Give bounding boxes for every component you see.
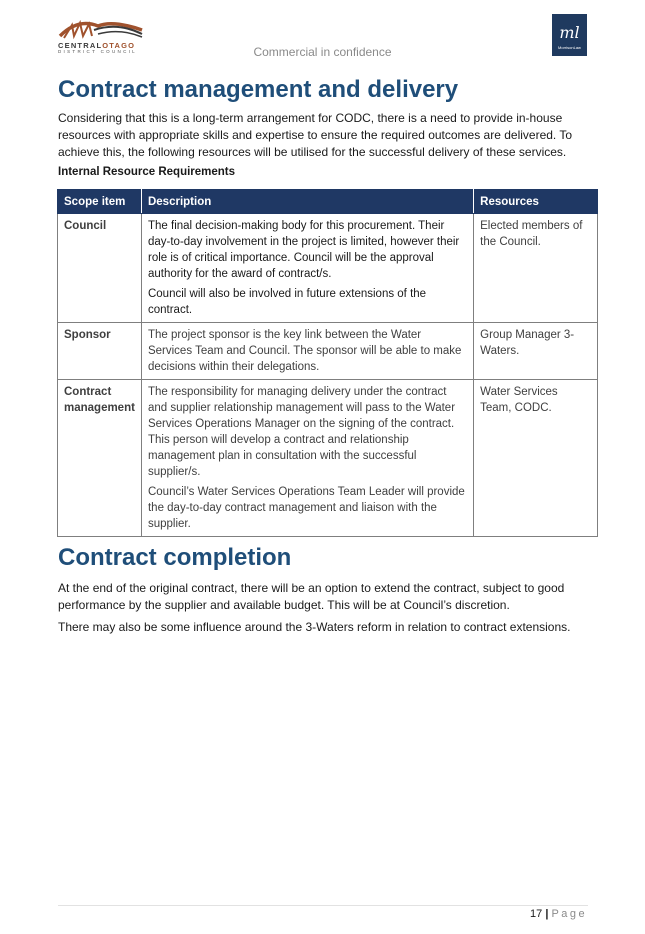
resources-cell: Group Manager 3-Waters. [474, 323, 598, 380]
description-paragraph: Council’s Water Services Operations Team Leader will provide the day-to-day contract management and liaison with the supplier. [147, 486, 465, 530]
logo-brand: MorrisonLaw [558, 45, 581, 50]
resources-cell: Water Services Team, CODC. [474, 380, 598, 537]
table-row [58, 380, 598, 537]
page-number: 17 [530, 908, 543, 920]
reform-paragraph: There may also be some influence around the 3-Waters reform in relation to contract extensions. [58, 620, 571, 634]
section-heading-contract-management: Contract management and delivery [58, 76, 459, 103]
table-title: Internal Resource Requirements [58, 166, 236, 178]
scope-cell: Sponsor [58, 323, 142, 380]
logo-name: CENTRALOTAGO [58, 41, 136, 50]
morrisonlaw-logo [552, 14, 587, 56]
page-label: Page [551, 908, 588, 920]
page-separator: | [545, 908, 549, 920]
scope-cell: Contract management [58, 380, 142, 537]
description-cell [141, 380, 473, 537]
table-row [58, 323, 598, 380]
description-cell [141, 323, 473, 380]
column-header-resources: Resources [474, 190, 598, 214]
description-cell [141, 214, 473, 323]
confidentiality-label: Commercial in confidence [253, 45, 392, 59]
mountains-logo-icon [58, 16, 144, 40]
scope-cell: Council [58, 214, 142, 323]
logo-mark: ml [559, 23, 580, 42]
description-paragraph: The responsibility for managing delivery under the contract and supplier relationship management will pass to the Water Services Operations Manager on the signing of the contract. This person will develop a contract and relationship management plan in consultation with the successful supplier/s. [147, 386, 456, 478]
logo-subname: DISTRICT COUNCIL [58, 49, 137, 54]
resources-cell: Elected members of the Council. [474, 214, 598, 323]
page-footer [530, 908, 587, 920]
intro-paragraph: Considering that this is a long-term arrangement for CODC, there is a need to provide in-house resources with appropriate skills and expertise to ensure the required outcomes are delivered. To achieve this, the following resources will be utilised for the successful delivery of these services. [58, 111, 573, 159]
column-header-scope: Scope item [58, 190, 142, 214]
description-paragraph: The final decision-making body for this procurement. Their day-to-day involvement in the project is limited, however their role is of critical importance. Council will be the approval authority for the award of contract/s. [147, 220, 460, 280]
footer-divider [58, 905, 588, 906]
resource-requirements-table [57, 189, 598, 537]
table-row [58, 214, 598, 323]
section-heading-contract-completion: Contract completion [58, 544, 292, 571]
description-paragraph: The project sponsor is the key link between the Water Services Team and Council. The sponsor will be able to make decisions within their delegations. [147, 329, 462, 373]
completion-paragraph: At the end of the original contract, there will be an option to extend the contract, subject to good performance by the supplier and available budget. This will be at Council’s discretion. [58, 581, 565, 612]
table-header-row [58, 190, 598, 214]
description-paragraph: Council will also be involved in future extensions of the contract. [147, 288, 427, 316]
column-header-description: Description [141, 190, 473, 214]
